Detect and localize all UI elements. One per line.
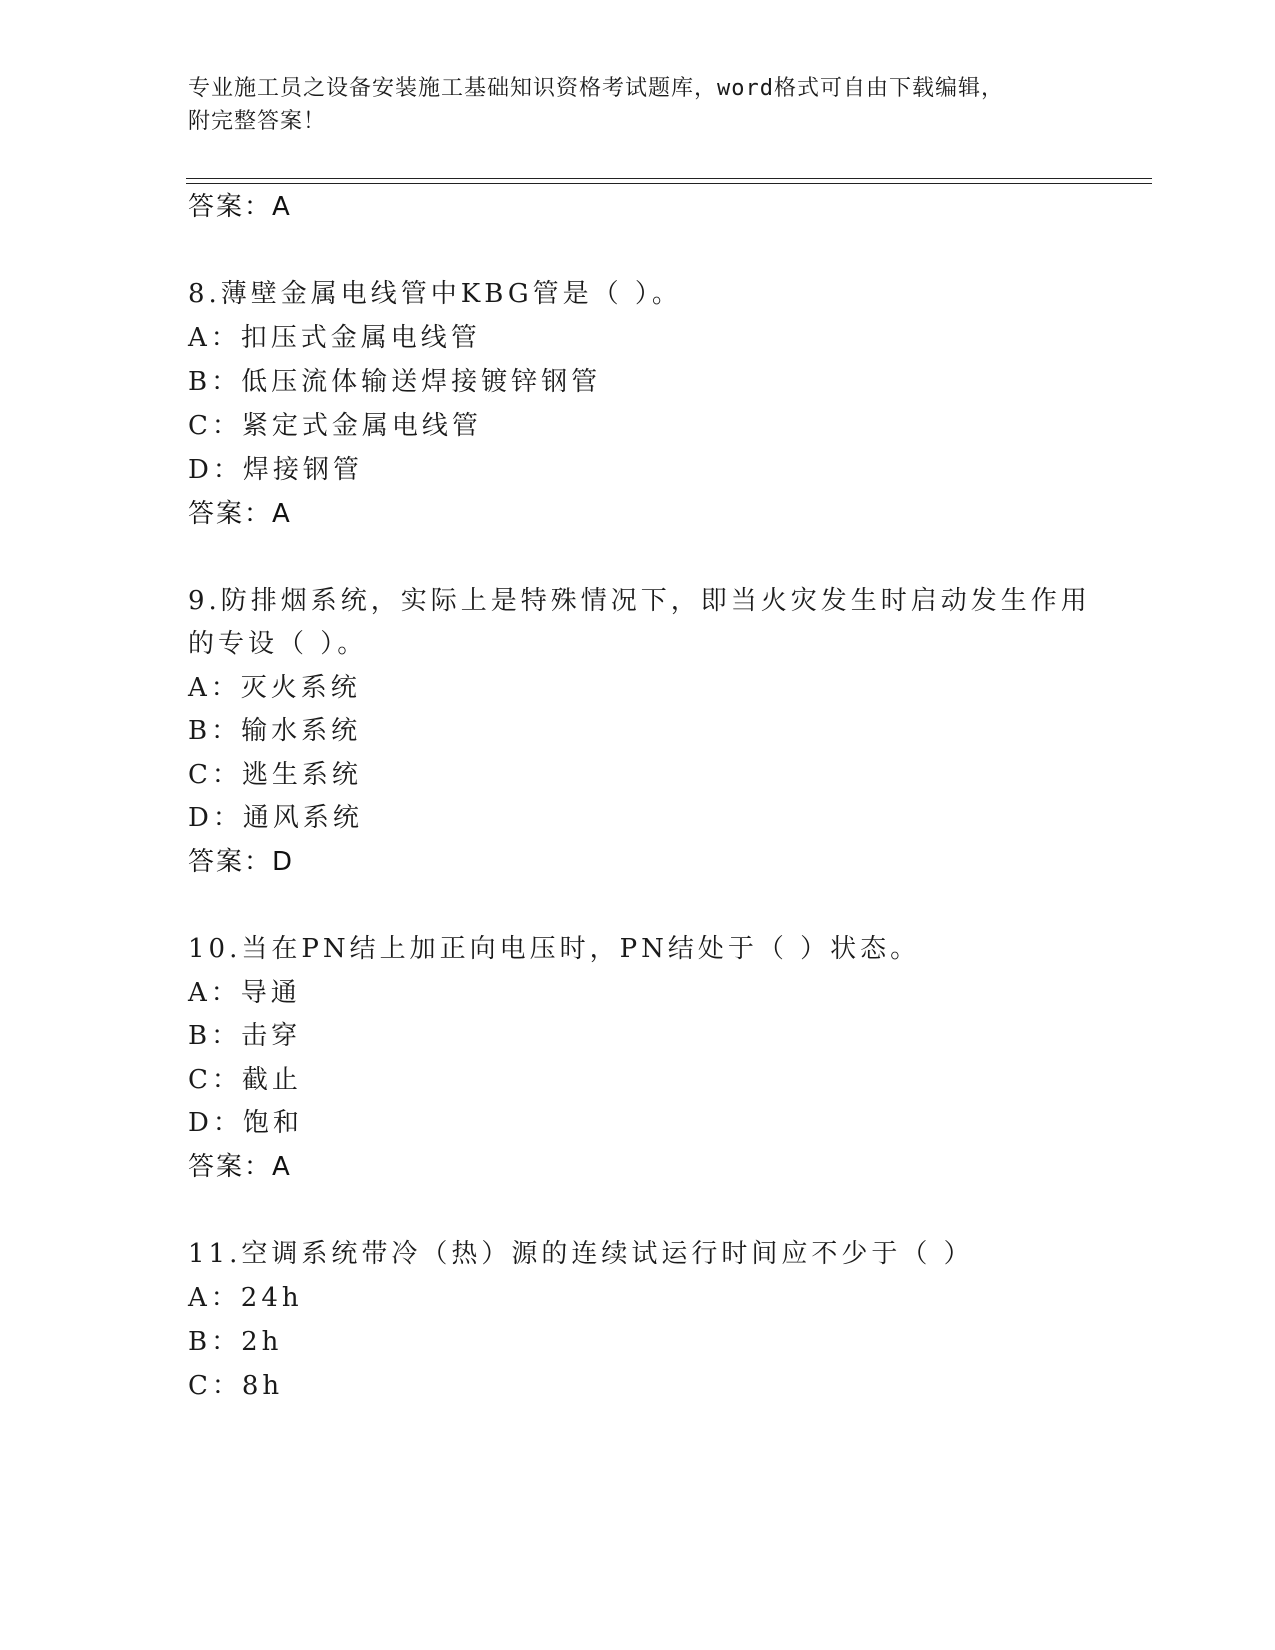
question-text: 10.当在PN结上加正向电压时，PN结处于（ ）状态。 [188, 934, 921, 964]
option-b: B：低压流体输送焊接镀锌钢管 [188, 367, 602, 397]
option-d: D：焊接钢管 [188, 455, 363, 485]
answer-line: 答案：A [188, 192, 292, 222]
answer-line: 答案：D [188, 847, 295, 877]
header-divider-top [186, 178, 1152, 179]
question-text: 11.空调系统带冷（热）源的连续试运行时间应不少于（ ） [188, 1239, 974, 1269]
option-c: C：8h [188, 1371, 284, 1401]
option-b: B：2h [188, 1327, 283, 1357]
option-d: D：通风系统 [188, 803, 363, 833]
header-line-2: 附完整答案！ [188, 109, 327, 134]
question-text: 8.薄壁金属电线管中KBG管是（ ）。 [188, 279, 682, 309]
option-c: C：逃生系统 [188, 760, 362, 790]
option-a: A：24h [188, 1283, 303, 1313]
answer-line: 答案：A [188, 499, 292, 529]
option-a: A：灭火系统 [188, 673, 361, 703]
question-text-continued: 的专设（ ）。 [188, 629, 368, 659]
option-d: D：饱和 [188, 1108, 303, 1138]
option-c: C：截止 [188, 1065, 302, 1095]
option-a: A：扣压式金属电线管 [188, 323, 481, 353]
option-c: C：紧定式金属电线管 [188, 411, 482, 441]
option-b: B：输水系统 [188, 716, 362, 746]
document-header-note [188, 72, 1108, 138]
answer-line: 答案：A [188, 1152, 292, 1182]
option-b: B：击穿 [188, 1021, 302, 1051]
header-line-1: 专业施工员之设备安装施工基础知识资格考试题库，word格式可自由下载编辑， [188, 76, 1004, 101]
header-divider-bottom [186, 183, 1152, 184]
question-text: 9.防排烟系统，实际上是特殊情况下，即当火灾发生时启动发生作用 [188, 586, 1091, 616]
option-a: A：导通 [188, 978, 301, 1008]
